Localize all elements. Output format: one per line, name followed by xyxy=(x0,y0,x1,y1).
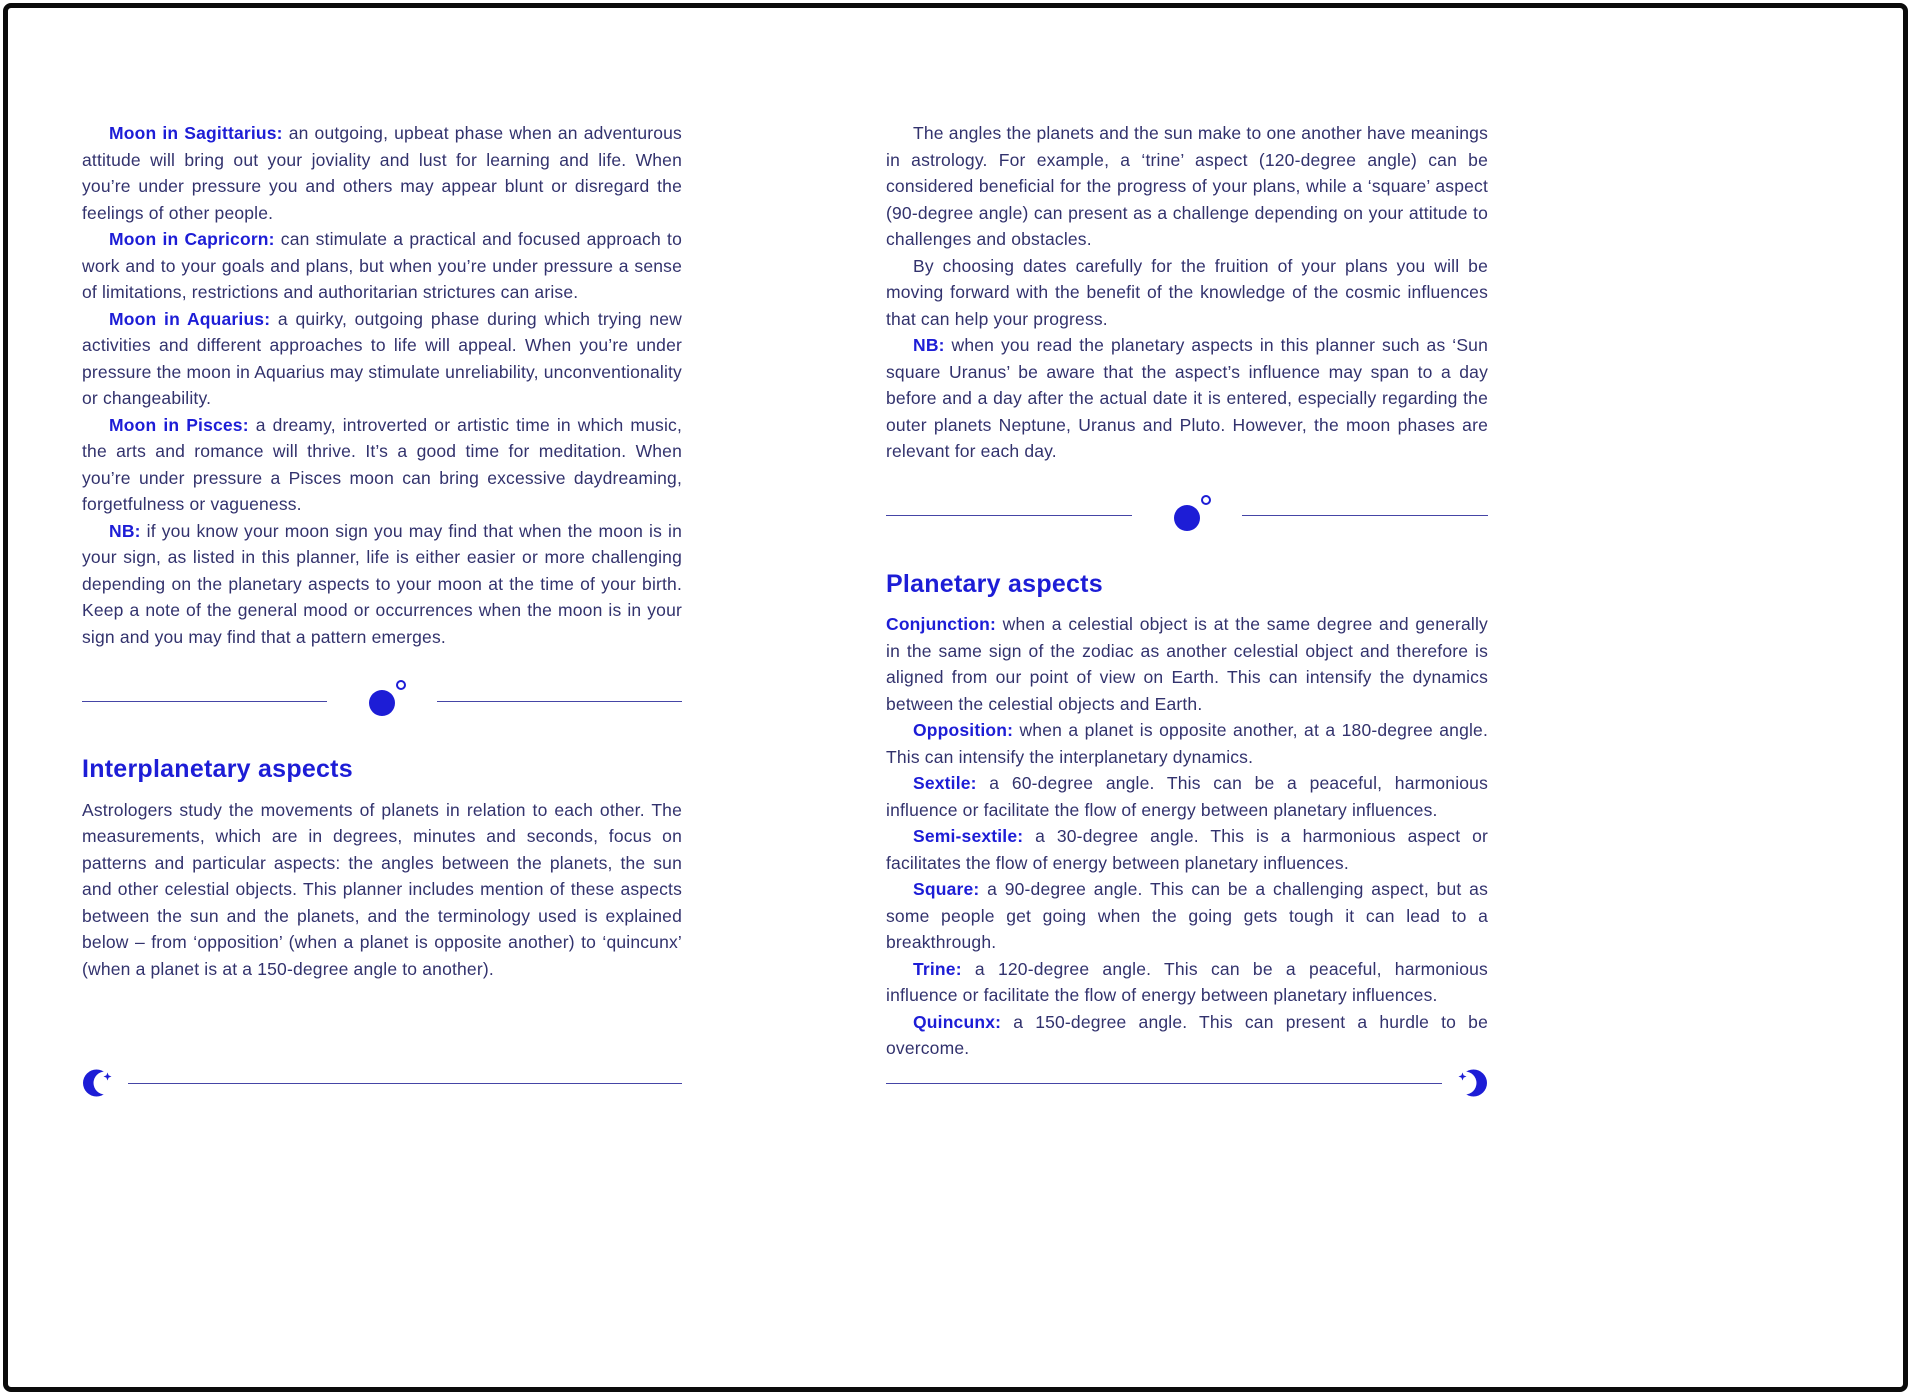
planet-orb-icon xyxy=(369,688,395,714)
term-conjunction: Conjunction: xyxy=(886,614,996,634)
term-sextile: Sextile: xyxy=(913,773,977,793)
paragraph-nb-aspects xyxy=(886,332,1488,465)
divider-rule-right xyxy=(1242,515,1488,516)
paragraph-aspect-square xyxy=(886,876,1488,956)
paragraph-text: a 90-degree angle. This can be a challenging aspect, but as some people get going when the going gets tough it can lead to a breakthrough. xyxy=(886,879,1488,952)
degree-ring-icon xyxy=(1201,495,1211,505)
paragraph-aspect-opposition xyxy=(886,717,1488,770)
crescent-moon-icon xyxy=(1454,1066,1488,1100)
paragraph-nb-moon-sign xyxy=(82,518,682,651)
heading-planetary-aspects: Planetary aspects xyxy=(886,569,1103,598)
term-moon-aquarius: Moon in Aquarius: xyxy=(109,308,271,329)
planet-orb-icon xyxy=(1174,503,1200,529)
paragraph-aspect-semi-sextile xyxy=(886,823,1488,876)
term-nb: NB: xyxy=(913,335,945,355)
divider-rule-left xyxy=(886,515,1132,516)
term-moon-sagittarius: Moon in Sagittarius: xyxy=(109,123,283,143)
paragraph-text: a quirky, outgoing phase during which trying new activities and different approaches to life will appeal. When you’re under pressure the moon in Aquarius may stimulate unreliability, unconventionality or changeability. xyxy=(82,308,682,408)
paragraph-aspect-sextile xyxy=(886,770,1488,823)
term-square: Square: xyxy=(913,879,980,899)
paragraph-text: a 150-degree angle. This can present a hurdle to be overcome. xyxy=(886,1011,1488,1058)
paragraph-interplanetary-intro: Astrologers study the movements of planets in relation to each other. The measurements, which are in degrees, minutes and seconds, focus on patterns and particular aspects: the angles between the planets, the sun and other celestial objects. This planner includes mention of these aspects between the sun and the planets, and the terminology used is explained below – from ‘opposition’ (when a planet is opposite another) to ‘quincunx’ (when a planet is at a 150-degree angle to another). xyxy=(82,799,682,979)
term-moon-capricorn: Moon in Capricorn: xyxy=(109,229,275,249)
paragraph-angles-intro: The angles the planets and the sun make to one another have meanings in astrology. For example, a ‘trine’ aspect (120-degree angle) can be considered beneficial for the progress of your plans, while a ‘square’ aspect (90-degree angle) can present as a challenge depending on your attitude to challenges and obstacles. xyxy=(886,123,1488,249)
paragraph-text: an outgoing, upbeat phase when an adventurous attitude will bring out your joviality and lust for learning and life. When you’re under pressure you and others may appear blunt or disregard the feelings of other people. xyxy=(82,123,682,223)
divider-rule-right xyxy=(437,701,682,702)
paragraph-text: a 30-degree angle. This is a harmonious aspect or facilitates the flow of energy between planetary influences. xyxy=(886,826,1488,873)
paragraph-choosing-dates: By choosing dates carefully for the fruition of your plans you will be moving forward with the benefit of the knowledge of the cosmic influences that can help your progress. xyxy=(886,255,1488,329)
paragraph-aspect-trine xyxy=(886,956,1488,1009)
heading-interplanetary-aspects: Interplanetary aspects xyxy=(82,755,353,783)
paragraph-text: when a celestial object is at the same degree and generally in the same sign of the zodiac as another celestial object and therefore is aligned from our point of view on Earth. This can intensify the dynamics between the celestial objects and Earth. xyxy=(886,614,1488,714)
degree-ring-icon xyxy=(396,680,406,690)
divider-rule-left xyxy=(82,701,327,702)
paragraph-moon-capricorn xyxy=(82,226,682,306)
page-left xyxy=(82,120,682,982)
section-divider xyxy=(886,501,1488,531)
crescent-moon-icon xyxy=(82,1066,116,1100)
term-semi-sextile: Semi-sextile: xyxy=(913,826,1024,846)
footer-rule xyxy=(886,1083,1442,1084)
planet-circle-icon xyxy=(369,690,395,716)
section-divider xyxy=(82,686,682,716)
page-right xyxy=(886,120,1488,1062)
footer-right xyxy=(886,1066,1488,1100)
paragraph-text: when a planet is opposite another, at a 180-degree angle. This can intensify the interplanetary dynamics. xyxy=(886,720,1488,767)
paragraph-aspect-conjunction xyxy=(886,611,1488,717)
paragraph-moon-pisces xyxy=(82,412,682,518)
paragraph-text: a 60-degree angle. This can be a peaceful, harmonious influence or facilitate the flow of energy between planetary influences. xyxy=(886,773,1488,820)
term-quincunx: Quincunx: xyxy=(913,1011,1002,1032)
footer-rule xyxy=(128,1083,682,1084)
term-trine: Trine: xyxy=(913,958,962,979)
planet-circle-icon xyxy=(1174,505,1200,531)
paragraph-text: a dreamy, introverted or artistic time in which music, the arts and romance will thrive. It’s a good time for meditation. When you’re under pressure a Pisces moon can bring excessive daydreaming, forgetfulness or vagueness. xyxy=(82,414,682,514)
paragraph-aspect-quincunx xyxy=(886,1009,1488,1062)
term-opposition: Opposition: xyxy=(913,720,1014,740)
paragraph-moon-aquarius xyxy=(82,306,682,412)
paragraph-text: a 120-degree angle. This can be a peaceful, harmonious influence or facilitate the flow of energy between planetary influences. xyxy=(886,958,1488,1005)
paragraph-text: can stimulate a practical and focused approach to work and to your goals and plans, but when you’re under pressure a sense of limitations, restrictions and authoritarian strictures can arise. xyxy=(82,229,682,302)
footer-left xyxy=(82,1066,682,1100)
paragraph-text: when you read the planetary aspects in this planner such as ‘Sun square Uranus’ be aware that the aspect’s influence may span to a day before and a day after the actual date it is entered, especially regarding the outer planets Neptune, Uranus and Pluto. However, the moon phases are relevant for each day. xyxy=(886,335,1488,461)
paragraph-text: if you know your moon sign you may find that when the moon is in your sign, as listed in this planner, life is either easier or more challenging depending on the planetary aspects to your moon at the time of your birth. Keep a note of the general mood or occurrences when the moon is in your sign and you may find that a pattern emerges. xyxy=(82,520,682,647)
paragraph-moon-sagittarius xyxy=(82,120,682,226)
term-moon-pisces: Moon in Pisces: xyxy=(109,414,249,435)
term-nb: NB: xyxy=(109,520,141,541)
